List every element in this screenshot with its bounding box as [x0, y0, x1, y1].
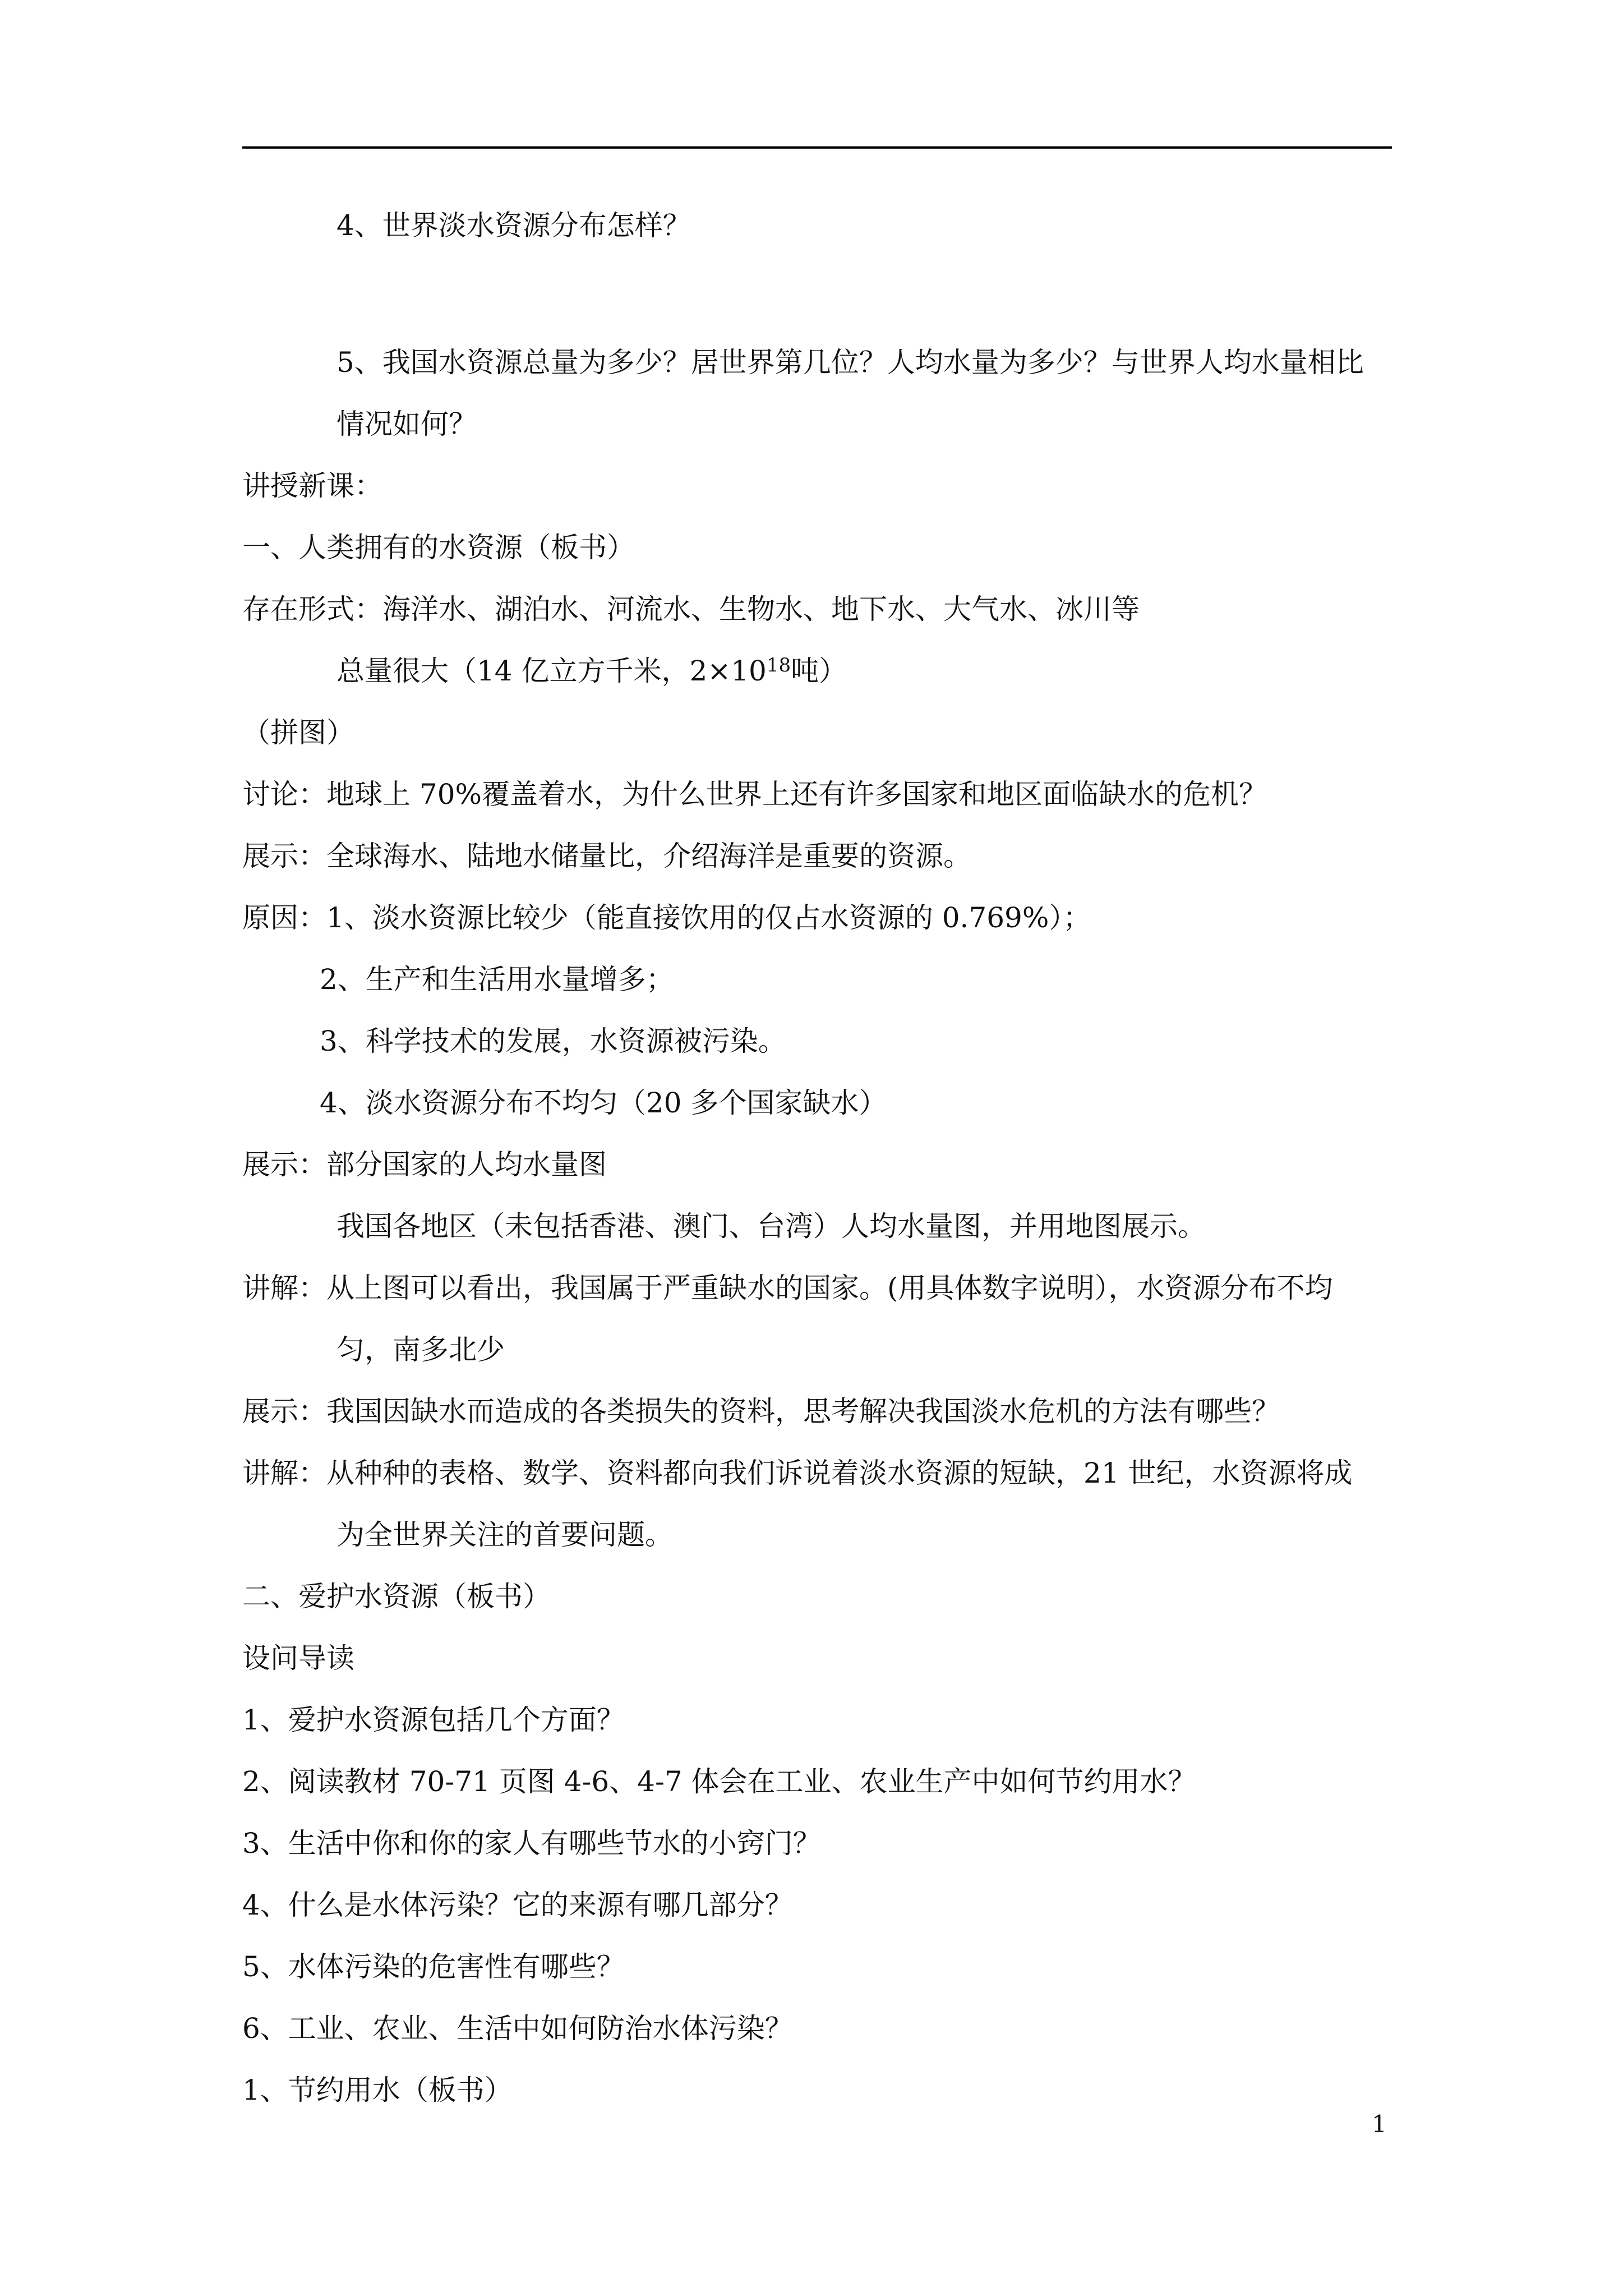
lecture-heading: 讲授新课：: [242, 470, 382, 502]
total-amount-prefix: 总量很大（14 亿立方千米，2×10: [336, 655, 767, 687]
header-rule: [242, 146, 1392, 149]
section-2-heading: 二、爱护水资源（板书）: [242, 1580, 551, 1613]
puzzle-note: （拼图）: [242, 716, 354, 749]
reason-1: 原因：1、淡水资源比较少（能直接饮用的仅占水资源的 0.769%）；: [242, 901, 1091, 934]
display-2-continued: 我国各地区（未包括香港、澳门、台湾）人均水量图，并用地图展示。: [336, 1210, 1206, 1243]
reason-2: 2、生产和生活用水量增多；: [320, 963, 674, 996]
section-1-heading: 一、人类拥有的水资源（板书）: [242, 531, 635, 564]
guided-questions-heading: 设问导读: [242, 1642, 354, 1674]
question-5-line-2: 情况如何？: [336, 408, 477, 440]
question-5-line-1: 5、我国水资源总量为多少？居世界第几位？人均水量为多少？与世界人均水量相比: [336, 346, 1364, 379]
guided-question-2: 2、阅读教材 70-71 页图 4-6、4-7 体会在工业、农业生产中如何节约用水？: [242, 1765, 1196, 1798]
display-1: 展示：全球海水、陆地水储量比，介绍海洋是重要的资源。: [242, 840, 971, 872]
discussion: 讨论：地球上 70%覆盖着水，为什么世界上还有许多国家和地区面临缺水的危机？: [242, 778, 1267, 811]
reason-3: 3、科学技术的发展，水资源被污染。: [320, 1025, 786, 1057]
explanation-1-line-2: 匀，南多北少: [336, 1333, 505, 1366]
total-amount: [336, 654, 847, 691]
total-amount-suffix: 吨）: [791, 655, 847, 687]
total-amount-exponent: 18: [766, 654, 791, 677]
display-2: 展示：部分国家的人均水量图: [242, 1148, 607, 1181]
display-3: 展示：我国因缺水而造成的各类损失的资料，思考解决我国淡水危机的方法有哪些？: [242, 1395, 1280, 1428]
explanation-1-line-1: 讲解：从上图可以看出，我国属于严重缺水的国家。(用具体数字说明），水资源分布不均: [242, 1272, 1333, 1304]
reason-4: 4、淡水资源分布不均匀（20 多个国家缺水）: [320, 1087, 887, 1119]
existence-forms: 存在形式：海洋水、湖泊水、河流水、生物水、地下水、大气水、冰川等: [242, 593, 1140, 625]
guided-question-3: 3、生活中你和你的家人有哪些节水的小窍门？: [242, 1827, 821, 1860]
guided-question-6: 6、工业、农业、生活中如何防治水体污染？: [242, 2012, 793, 2045]
explanation-2-line-1: 讲解：从种种的表格、数学、资料都向我们诉说着淡水资源的短缺，21 世纪，水资源将成: [242, 1457, 1353, 1489]
guided-question-4: 4、什么是水体污染？它的来源有哪几部分？: [242, 1889, 793, 1921]
explanation-2-line-2: 为全世界关注的首要问题。: [336, 1519, 673, 1551]
page-number: 1: [1372, 2110, 1387, 2138]
save-water-heading: 1、节约用水（板书）: [242, 2074, 513, 2106]
guided-question-5: 5、水体污染的危害性有哪些？: [242, 1950, 625, 1983]
guided-question-1: 1、爱护水资源包括几个方面？: [242, 1704, 625, 1736]
question-4: 4、世界淡水资源分布怎样？: [336, 209, 691, 242]
